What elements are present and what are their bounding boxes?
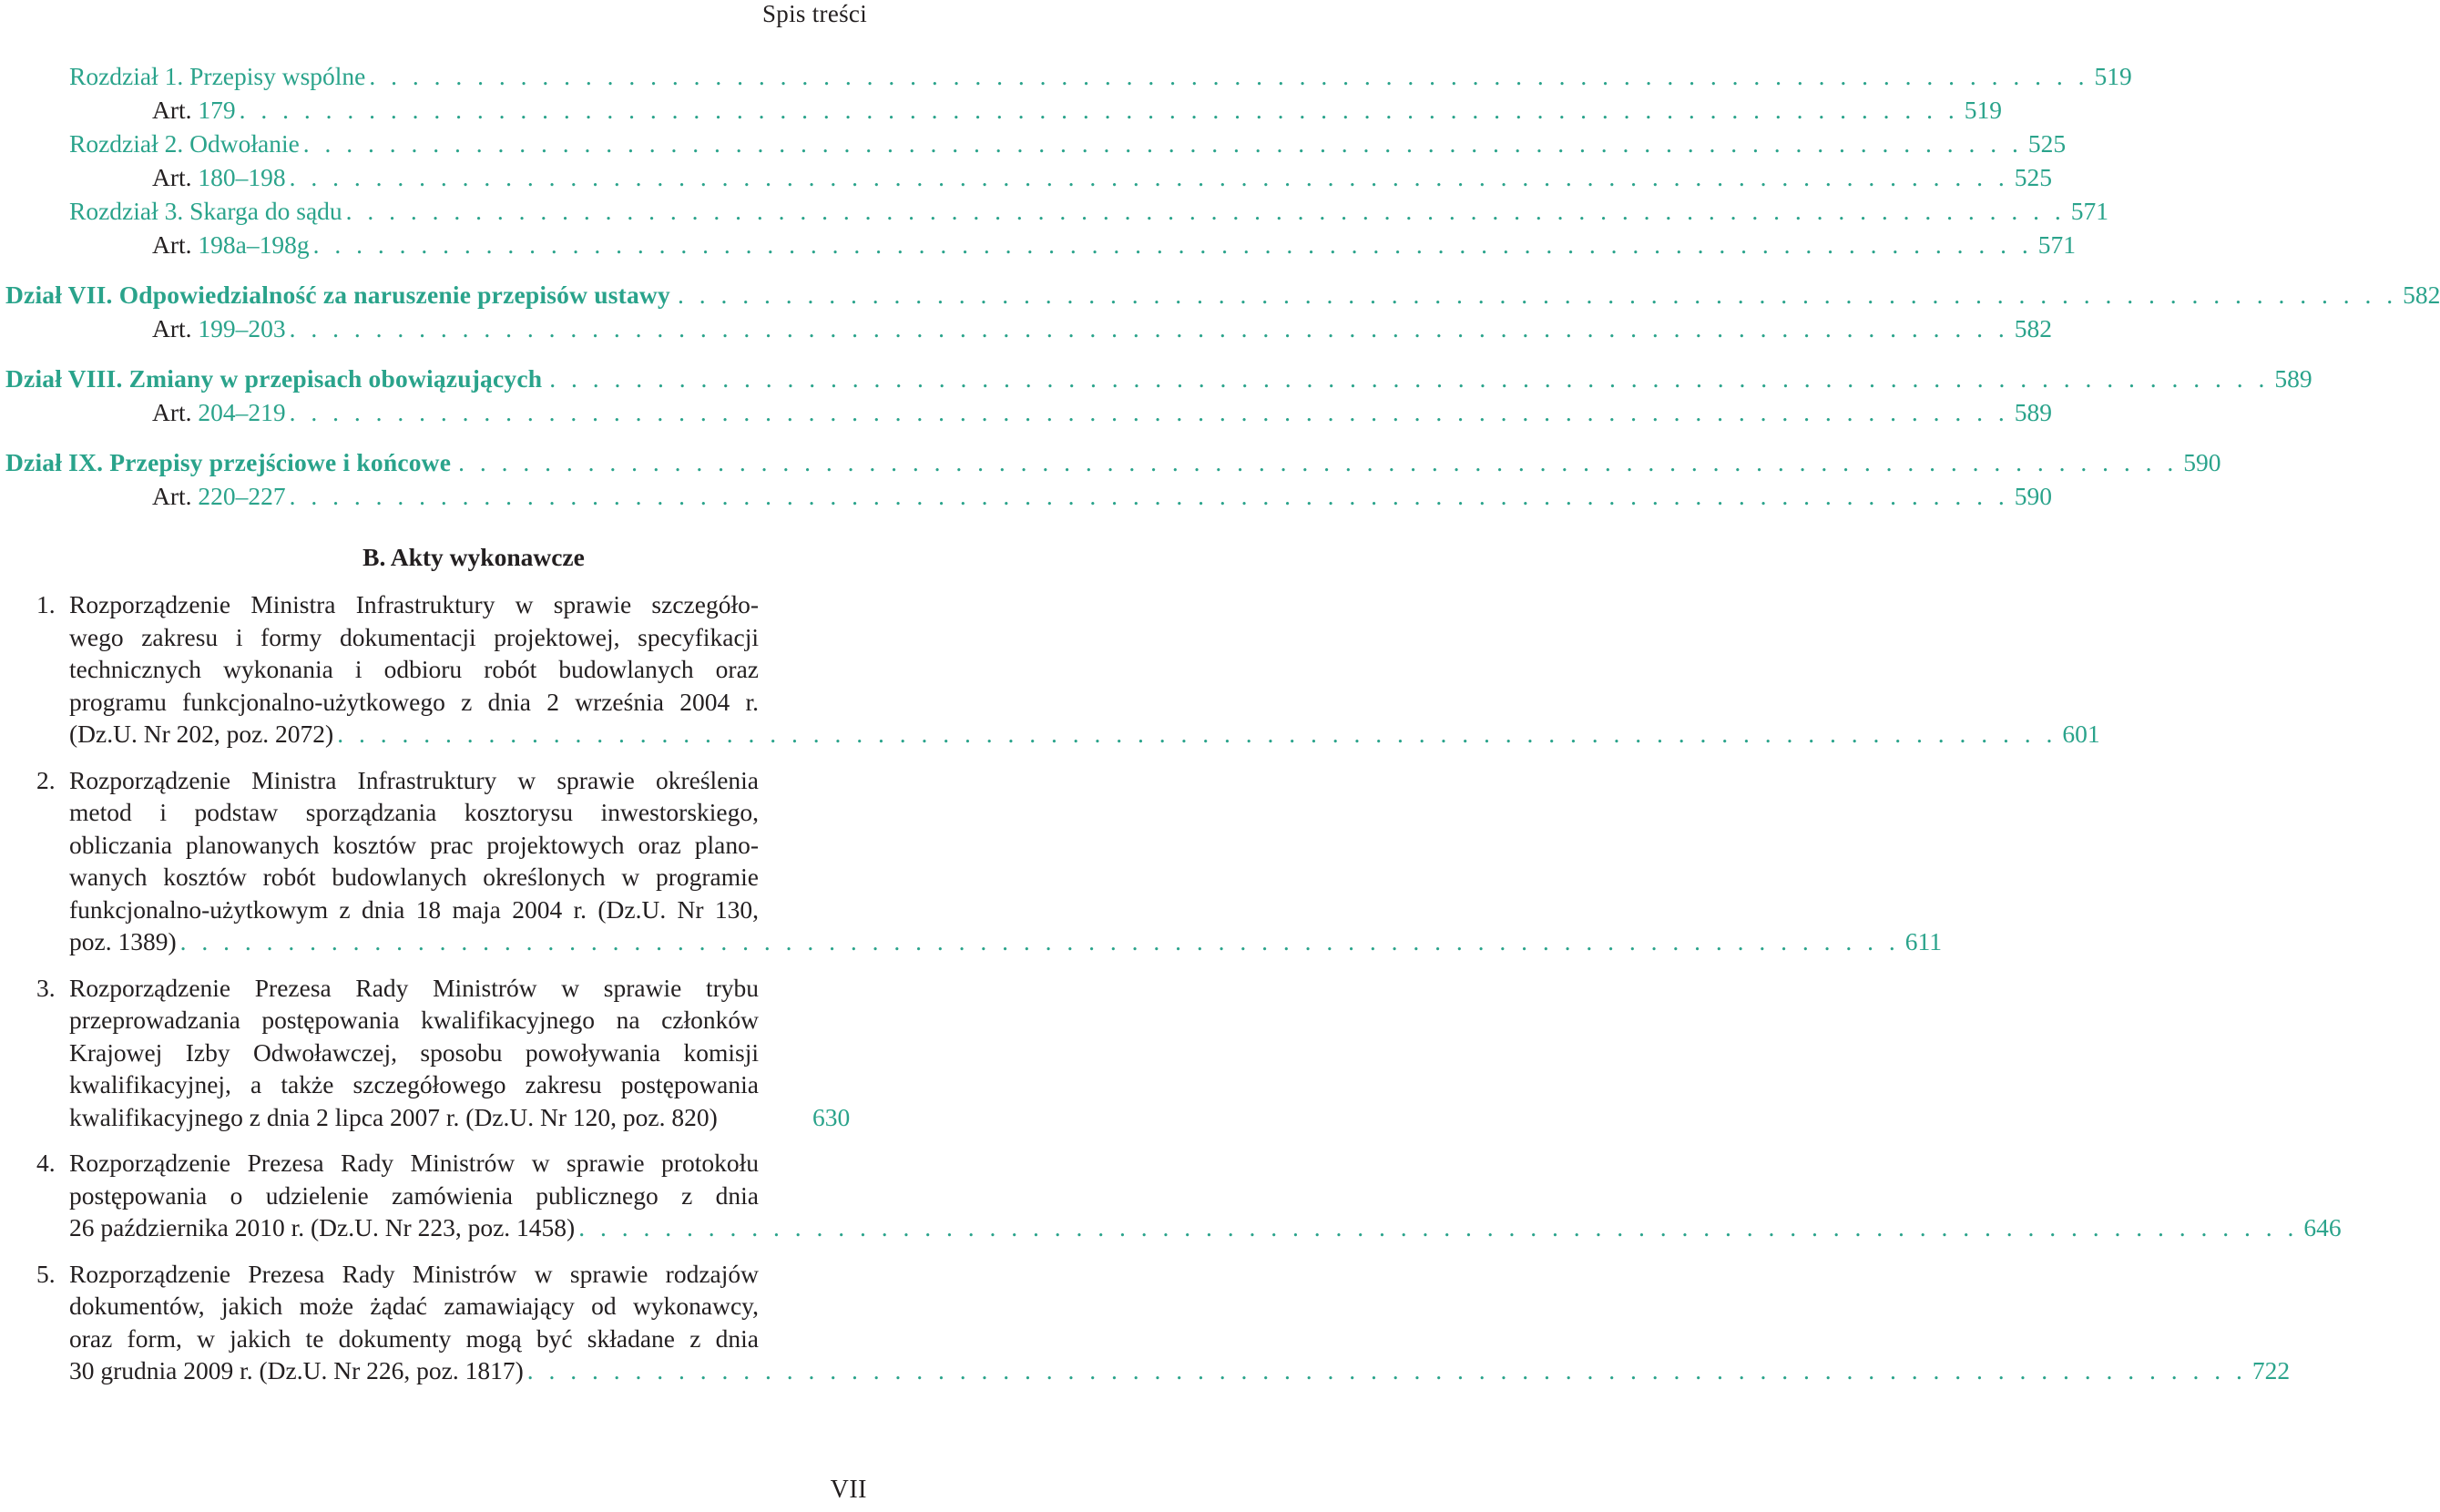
art-prefix: Art.	[152, 398, 199, 426]
leader-dots: . . . . . . . . . . . . . . . . . . . . . . . . . . . . . . . . . . . . . . . . . . . . . . . . . . . . . . . . . . . . . . . . . . . . . . . . . . . . . . . .	[345, 197, 2066, 225]
toc-page-number: 525	[2027, 129, 2067, 158]
toc-entry-label	[5, 445, 451, 479]
act-number: 5.	[36, 1259, 56, 1288]
section-heading: B. Akty wykonawcze	[362, 543, 585, 571]
art-prefix: Art.	[152, 96, 199, 124]
toc-entry-chapter[interactable]	[0, 59, 2132, 93]
chapter-number: Rozdział 1.	[69, 62, 184, 90]
act-entry[interactable]	[0, 1147, 2342, 1244]
toc-entry-chapter[interactable]	[0, 127, 2067, 160]
toc-entry-label	[69, 127, 300, 160]
act-text-line: wanych kosztów robót budowlanych określonych w programie	[69, 863, 759, 891]
act-number: 1.	[36, 590, 56, 618]
act-entry[interactable]	[0, 1258, 2291, 1387]
toc-entry-label	[5, 362, 542, 395]
toc-entry-dzial[interactable]	[0, 278, 2440, 312]
art-range: 179	[198, 96, 236, 124]
act-entry[interactable]	[0, 588, 2100, 751]
toc-page-number: 519	[2094, 62, 2132, 90]
dzial-title: Dział VIII. Zmiany w przepisach obowiązujących	[5, 364, 543, 393]
dzial-title: Dział VII. Odpowiedzialność za naruszenie przepisów ustawy	[5, 281, 670, 309]
act-text-line: technicznych wykonania i odbioru robót budowlanych oraz	[69, 655, 759, 683]
toc-entry-label	[69, 59, 365, 93]
toc-page-number: 582	[2014, 314, 2053, 342]
act-page-number: 722	[2251, 1356, 2291, 1384]
toc-page-number: 519	[1964, 96, 2003, 124]
act-text	[69, 588, 2100, 751]
leader-dots: . . . . . . . . . . . . . . . . . . . . . . . . . . . . . . . . . . . . . . . . . . . . . . . . . . . . . . . . . . . . . . . . . . . . . . . . . . . . . . . .	[549, 364, 2270, 393]
toc-page-number: 590	[2183, 448, 2221, 476]
act-text-line: Krajowej Izby Odwoławczej, sposobu powoływania komisji	[69, 1037, 759, 1067]
act-text-line: funkcjonalno-użytkowym z dnia 18 maja 2004 r. (Dz.U. Nr 130,	[69, 894, 759, 924]
leader-dots: . . . . . . . . . . . . . . . . . . . . . . . . . . . . . . . . . . . . . . . . . . . . . . . . . . . . . . . . . . . . . . . . . . . . . . . . . . . . . . . .	[312, 230, 2033, 259]
act-text-line: kwalifikacyjnej, a także szczegółowego zakresu postępowania	[69, 1070, 759, 1098]
act-citation: poz. 1389)	[69, 927, 177, 955]
toc-page-number: 571	[2037, 230, 2077, 259]
act-text	[69, 1147, 2342, 1244]
toc-entry-label	[152, 228, 310, 261]
act-page-number: 601	[2062, 720, 2100, 748]
toc-entry-dzial[interactable]	[0, 445, 2221, 479]
toc-entry-label	[152, 395, 286, 429]
toc-page-number: 571	[2070, 197, 2109, 225]
chapter-number: Rozdział 3.	[69, 197, 184, 225]
act-text-line: metod i podstaw sporządzania kosztorysu inwestorskiego,	[69, 798, 759, 826]
toc-page-number: 582	[2403, 281, 2440, 309]
act-number: 2.	[36, 765, 56, 794]
art-range: 198a–198g	[198, 230, 310, 259]
leader-dots: . . . . . . . . . . . . . . . . . . . . . . . . . . . . . . . . . . . . . . . . . . . . . . . . . . . . . . . . . . . . . . . . . . . . . . . . . . . . . . . .	[239, 96, 1959, 124]
toc-page-number: 589	[2274, 364, 2312, 393]
toc-entry-label	[152, 160, 286, 194]
leader-dots: . . . . . . . . . . . . . . . . . . . . . . . . . . . . . . . . . . . . . . . . . . . . . . . . . . . . . . . . . . . . . . . . . . . . . . . . . . . . . . . .	[179, 927, 1900, 955]
toc-entry-label	[5, 278, 670, 312]
act-last-line	[69, 925, 1942, 958]
act-text-line: dokumentów, jakich może żądać zamawiający od wykonawcy,	[69, 1292, 759, 1320]
act-text-line: Rozporządzenie Prezesa Rady Ministrów w sprawie protokołu	[69, 1149, 759, 1177]
act-page-number: 646	[2303, 1213, 2342, 1241]
toc-entry-label	[152, 312, 286, 345]
act-text	[69, 764, 1942, 958]
art-range: 199–203	[198, 314, 286, 342]
act-citation: kwalifikacyjnego z dnia 2 lipca 2007 r. (Dz.U. Nr 120, poz. 820)	[69, 1102, 718, 1131]
chapter-number: Rozdział 2.	[69, 129, 184, 158]
act-text-line: Rozporządzenie Ministra Infrastruktury w sprawie szczegóło-	[69, 590, 759, 618]
leader-dots: . . . . . . . . . . . . . . . . . . . . . . . . . . . . . . . . . . . . . . . . . . . . . . . . . . . . . . . . . . . . . . . . . . . . . . . . . . . . . . . .	[302, 129, 2023, 158]
toc-entry-art[interactable]	[0, 160, 2053, 194]
act-last-line	[69, 1101, 865, 1134]
chapter-title: Odwołanie	[183, 129, 300, 158]
table-of-contents	[0, 59, 2440, 1401]
toc-entry-art[interactable]	[0, 479, 2053, 513]
act-text-line: wego zakresu i formy dokumentacji projektowej, specyfikacji	[69, 622, 759, 651]
act-number: 3.	[36, 973, 56, 1002]
leader-dots: . . . . . . . . . . . . . . . . . . . . . . . . . . . . . . . . . . . . . . . . . . . . . . . . . . . . . . . . . . . . . . . . . . . . . . . . . . . . . . . .	[578, 1213, 2299, 1241]
leader-dots: . . . . . . . . . . . . . . . . . . . . . . . . . . . . . . . . . . . . . . . . . . . . . . . . . . . . . . . . . . . . . . . . . . . . . . . . . . . . . . . .	[289, 482, 2009, 510]
leader-dots: . . . . . . . . . . . . . . . . . . . . . . . . . . . . . . . . . . . . . . . . . . . . . . . . . . . . . . . . . . . . . . . . . . . . . . . . . . . . . . . .	[526, 1356, 2247, 1384]
act-text-line: programu funkcjonalno-użytkowego z dnia 2 września 2004 r.	[69, 687, 759, 716]
toc-page-number: 590	[2014, 482, 2053, 510]
act-citation: 30 grudnia 2009 r. (Dz.U. Nr 226, poz. 1817)	[69, 1356, 524, 1384]
toc-page-number: 525	[2014, 163, 2053, 191]
art-prefix: Art.	[152, 163, 199, 191]
act-text-line: Rozporządzenie Prezesa Rady Ministrów w sprawie rodzajów	[69, 1259, 759, 1288]
leader-dots: . . . . . . . . . . . . . . . . . . . . . . . . . . . . . . . . . . . . . . . . . . . . . . . . . . . . . . . . . . . . . . . . . . . . . . . . . . . . . . . .	[289, 314, 2009, 342]
leader-dots: . . . . . . . . . . . . . . . . . . . . . . . . . . . . . . . . . . . . . . . . . . . . . . . . . . . . . . . . . . . . . . . . . . . . . . . . . . . . . . . .	[289, 398, 2009, 426]
art-prefix: Art.	[152, 314, 199, 342]
act-last-line	[69, 1354, 2291, 1387]
act-text	[69, 1258, 2291, 1387]
act-page-number: 630	[812, 1102, 851, 1131]
toc-entry-art[interactable]	[0, 395, 2053, 429]
art-prefix: Art.	[152, 230, 199, 259]
art-range: 220–227	[198, 482, 286, 510]
art-range: 204–219	[198, 398, 286, 426]
chapter-title: Skarga do sądu	[183, 197, 342, 225]
act-text-line: oraz form, w jakich te dokumenty mogą być składane z dnia	[69, 1323, 759, 1353]
leader-dots: . . . . . . . . . . . . . . . . . . . . . . . . . . . . . . . . . . . . . . . . . . . . . . . . . . . . . . . . . . . . . . . . . . . . . . . . . . . . . . . .	[677, 281, 2398, 309]
acts-list	[0, 588, 2342, 1387]
act-entry[interactable]	[0, 764, 1942, 958]
act-text-line: Rozporządzenie Prezesa Rady Ministrów w sprawie trybu	[69, 973, 759, 1002]
toc-entry-dzial[interactable]	[0, 362, 2312, 395]
act-text-line: Rozporządzenie Ministra Infrastruktury w sprawie określenia	[69, 765, 759, 794]
toc-entry-label	[152, 93, 236, 127]
act-entry[interactable]	[0, 972, 874, 1134]
leader-dots: . . . . . . . . . . . . . . . . . . . . . . . . . . . . . . . . . . . . . . . . . . . . . . . . . . . . . . . . . . . . . . . . . . . . . . . . . . . . . . . .	[289, 163, 2009, 191]
toc-entry-label	[69, 194, 342, 228]
act-page-number: 611	[1904, 927, 1942, 955]
toc-page-number: 589	[2014, 398, 2053, 426]
art-prefix: Art.	[152, 482, 199, 510]
toc-entry-chapter[interactable]	[0, 194, 2109, 228]
act-number: 4.	[36, 1149, 56, 1177]
toc-entry-art[interactable]	[0, 312, 2053, 345]
toc-entry-art[interactable]	[0, 93, 2003, 127]
dzial-title: Dział IX. Przepisy przejściowe i końcowe	[5, 448, 452, 476]
leader-dots: . . . . . . . . . . . . . . . . . . . . . . . . . . . . . . . . . . . . . . . . . . . . . . . . . . . . . . . . . . . . . . . . . . . . . . . . . . . . . . . .	[458, 448, 2179, 476]
act-text-line: postępowania o udzielenie zamówienia publicznego z dnia	[69, 1180, 759, 1210]
chapter-title: Przepisy wspólne	[183, 62, 366, 90]
art-range: 180–198	[198, 163, 286, 191]
toc-entry-label	[152, 479, 286, 513]
act-text	[69, 972, 851, 1134]
page-number: VII	[830, 1476, 867, 1504]
act-text-line: obliczania planowanych kosztów prac projektowych oraz plano-	[69, 830, 759, 859]
running-header: Spis treści	[761, 0, 867, 27]
act-citation: (Dz.U. Nr 202, poz. 2072)	[69, 720, 334, 748]
toc-entry-art[interactable]	[0, 228, 2077, 261]
act-last-line	[69, 1211, 2342, 1244]
leader-dots: . . . . . . . . . . . . . . . . . . . . . . . . . . . . . . . . . . . . . . . . . . . . . . . . . . . . . . . . . . . . . . . . . . . . . . . . . . . . . . . .	[337, 720, 2057, 748]
act-citation: 26 października 2010 r. (Dz.U. Nr 223, poz. 1458)	[69, 1213, 576, 1241]
leader-dots: . . . . . . . . . . . . . . . . . . . . . . . . . . . . . . . . . . . . . . . . . . . . . . . . . . . . . . . . . . . . . . . . . . . . . . . . . . . . . . . .	[369, 62, 2089, 90]
act-text-line: przeprowadzania postępowania kwalifikacyjnego na członków	[69, 1006, 759, 1034]
act-last-line	[69, 718, 2100, 751]
toc-rows	[0, 59, 2440, 513]
